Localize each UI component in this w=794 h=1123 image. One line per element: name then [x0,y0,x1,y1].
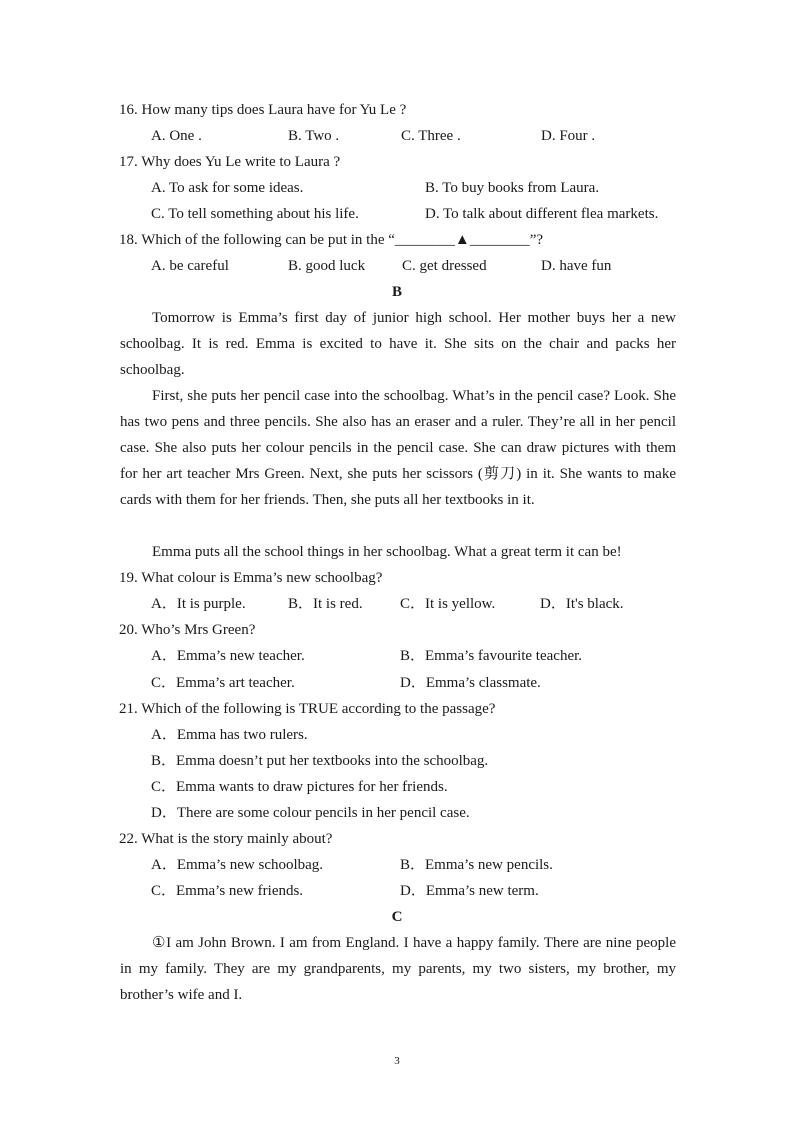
question-20-option-d: D．Emma’s classmate. [400,675,541,691]
question-16-option-b: B. Two . [288,128,340,144]
question-18-option-d: D. have fun [541,258,612,274]
section-c-paragraph-1: ①I am John Brown. I am from England. I have a happy family. There are nine people in my family. They are my grandparents, my parents, my two sisters, my brother, my brother’s wife and I. [120,935,676,1003]
question-19-stem: 19. What colour is Emma’s new schoolbag? [119,570,383,586]
question-16-option-d: D. Four . [541,128,596,144]
question-21-option-c: C．Emma wants to draw pictures for her friends. [151,779,448,795]
question-18-option-c: C. get dressed [402,258,487,274]
question-17-stem: 17. Why does Yu Le write to Laura ? [119,154,341,170]
page-number: 3 [394,1055,400,1067]
question-16-stem: 16. How many tips does Laura have for Yu Le ? [119,102,407,118]
question-21-stem: 21. Which of the following is TRUE according to the passage? [119,701,496,717]
question-21-option-a: A．Emma has two rulers. [151,727,308,743]
question-22-option-b: B．Emma’s new pencils. [400,857,553,873]
question-18-option-a: A. be careful [151,258,229,274]
question-18-stem: 18. Which of the following can be put in the “________▲________”? [119,232,544,248]
question-20-option-b: B．Emma’s favourite teacher. [400,648,583,664]
question-22-stem: 22. What is the story mainly about? [119,831,333,847]
section-b-paragraph-3: Emma puts all the school things in her schoolbag. What a great term it can be! [152,544,622,560]
question-19-option-b: B．It is red. [288,596,363,612]
question-16-option-a: A. One . [151,128,202,144]
section-b-heading: B [391,284,402,300]
question-17-option-c: C. To tell something about his life. [151,206,359,222]
section-b-paragraph-1: Tomorrow is Emma’s first day of junior high school. Her mother buys her a new schoolbag. It is red. Emma is excited to have it. She sits on the chair and packs her schoolbag. [120,310,676,378]
question-21-option-b: B．Emma doesn’t put her textbooks into the schoolbag. [151,753,489,769]
question-20-option-c: C．Emma’s art teacher. [151,675,295,691]
question-16-option-c: C. Three . [401,128,461,144]
question-19-option-a: A．It is purple. [151,596,246,612]
section-c-heading: C [391,909,403,925]
question-22-option-d: D．Emma’s new term. [400,883,539,899]
question-17-option-d: D. To talk about different flea markets. [425,206,659,222]
section-b-paragraph-2: First, she puts her pencil case into the schoolbag. What’s in the pencil case? Look. She has two pens and three pencils. She also has an eraser and a ruler. They’re all in her pencil case. She also puts her colour pencils in the pencil case. She can draw pictures with them for her art teacher Mrs Green. Next, she puts her scissors (剪刀) in it. She wants to make cards with them for her friends. Then, she puts all her textbooks in it. [120,388,676,508]
question-20-option-a: A．Emma’s new teacher. [151,648,305,664]
question-19-option-d: D．It's black. [540,596,624,612]
question-22-option-a: A．Emma’s new schoolbag. [151,857,324,873]
question-17-option-a: A. To ask for some ideas. [151,180,304,196]
question-18-option-b: B. good luck [288,258,366,274]
question-20-stem: 20. Who’s Mrs Green? [119,622,256,638]
question-19-option-c: C．It is yellow. [400,596,496,612]
question-21-option-d: D．There are some colour pencils in her pencil case. [151,805,470,821]
question-22-option-c: C．Emma’s new friends. [151,883,304,899]
question-17-option-b: B. To buy books from Laura. [425,180,600,196]
